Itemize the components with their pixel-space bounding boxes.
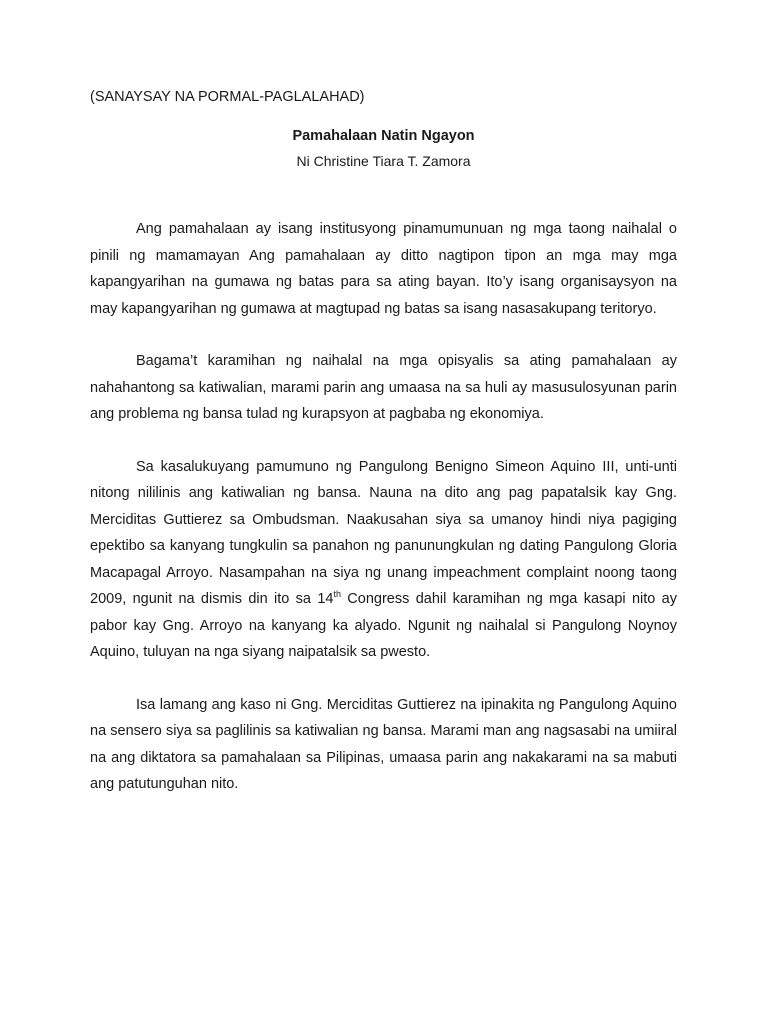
paragraph-2: Bagama’t karamihan ng naihalal na mga opisyalis sa ating pamahalaan ay nahahantong sa katiwalian, marami parin ang umaasa na sa huli ay masusulosyunan parin ang problema ng bansa tulad ng kurapsyon at pagbaba ng ekonomiya.	[90, 353, 677, 422]
essay-author: Ni Christine Tiara T. Zamora	[296, 153, 471, 169]
paragraph-1: Ang pamahalaan ay isang institusyong pinamumunuan ng mga taong naihalal o pinili ng mamamayan Ang pamahalaan ay ditto nagtipon tipon an mga may mga kapangyarihan na gumawa ng batas para sa ating bayan. Ito’y isang organisaysyon na may kapangyarihan ng gumawa at magtupad ng batas sa isang nasasakupang teritoryo.	[90, 221, 677, 317]
essay-type-label: (SANAYSAY NA PORMAL-PAGLALAHAD)	[90, 89, 365, 105]
paragraph-3-text-before: Sa kasalukuyang pamumuno ng Pangulong Benigno Simeon Aquino III, unti-unti nitong nililinis ang katiwalian ng bansa. Nauna na dito ang pag papatalsik kay Gng. Merciditas Guttierez sa Ombudsman. Naakusahan siya sa umanoy hindi niya pagiging epektibo sa kanyang tungkulin sa panahon ng panunungkulan ng dating Pangulong Gloria Macapagal Arroyo. Nasampahan na siya ng unang impeachment complaint noong taong 2009, ngunit na dismis din ito sa 14	[90, 458, 677, 607]
ordinal-superscript: th	[333, 589, 341, 600]
paragraph-4: Isa lamang ang kaso ni Gng. Merciditas Guttierez na ipinakita ng Pangulong Aquino na sensero siya sa paglilinis sa katiwalian ng bansa. Marami man ang nagsasabi na umiiral na ang diktatora sa pamahalaan sa Pilipinas, umaasa parin ang nakakarami na sa mabuti ang patutunguhan nito.	[90, 696, 677, 792]
essay-title: Pamahalaan Natin Ngayon	[292, 128, 475, 144]
essay-body	[90, 216, 677, 824]
paragraph-3-text-after: Congress dahil karamihan ng mga kasapi nito ay pabor kay Gng. Arroyo na kanyang ka alyado. Ngunit ng naihalal si Pangulong Noynoy Aquino, tuluyan na nga siyang naipatalsik sa pwesto.	[90, 591, 677, 660]
paragraph-3	[90, 454, 677, 666]
document-page	[90, 0, 677, 1024]
